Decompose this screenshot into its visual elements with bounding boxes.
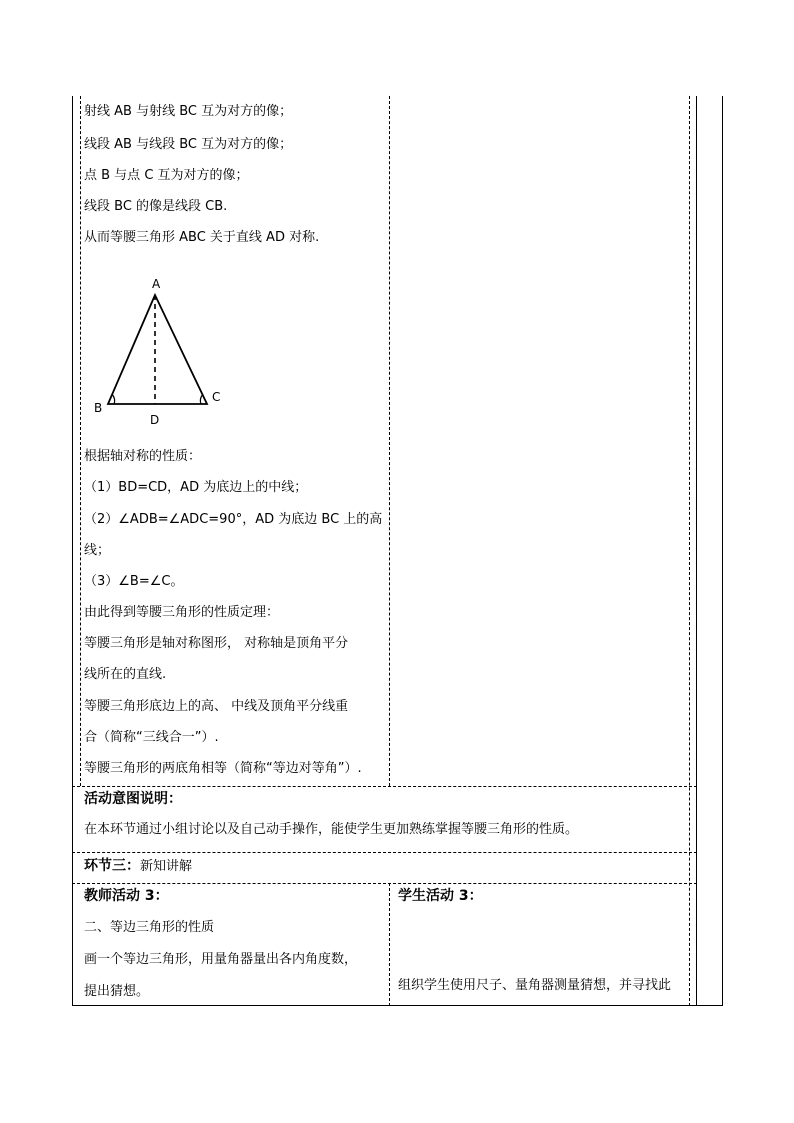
vertex-label-b: B: [94, 401, 103, 415]
teacher-line: 二、等边三角形的性质: [84, 920, 215, 935]
text-line: 线所在的直线.: [84, 667, 167, 682]
intent-text: 在本环节通过小组讨论以及自己动手操作，能使学生更加熟练掌握等腰三角形的性质。: [84, 822, 579, 837]
step-label: 环节三：: [84, 858, 140, 874]
teacher-line: 提出猜想。: [84, 984, 150, 999]
text-line: （3）∠B=∠C。: [84, 574, 184, 589]
text-line: （2）∠ADB=∠ADC=90°，AD 为底边 BC 上的高: [84, 512, 383, 527]
text-line: 射线 AB 与射线 BC 互为对方的像；: [84, 104, 293, 119]
text-line: 等腰三角形是轴对称图形， 对称轴是顶角平分: [84, 636, 349, 651]
intent-title: 活动意图说明：: [84, 791, 182, 807]
triangle-abc: [108, 295, 207, 404]
row-divider-activities: [72, 883, 697, 884]
text-line: （1）BD=CD，AD 为底边上的中线；: [84, 480, 308, 495]
row-divider-step: [72, 852, 697, 853]
row-divider-intent: [72, 786, 697, 787]
table-left-border: [72, 96, 73, 1006]
step-text: 新知讲解: [140, 859, 193, 874]
text-line: 合（简称“三线合一”）.: [84, 730, 219, 745]
text-line: 根据轴对称的性质：: [84, 449, 202, 464]
right-margin-column-line: [696, 96, 697, 1006]
teacher-line: 画一个等边三角形，用量角器量出各内角度数，: [84, 952, 358, 967]
text-line: 点 B 与点 C 互为对方的像；: [84, 168, 249, 183]
column-divider-upper: [389, 96, 390, 786]
step-heading: [84, 858, 192, 875]
vertex-label-a: A: [152, 277, 161, 291]
foot-label-d: D: [150, 413, 160, 427]
text-line: 线；: [84, 543, 111, 558]
text-line: 等腰三角形的两底角相等（简称“等边对等角”）.: [84, 761, 362, 776]
isosceles-triangle-figure: [84, 272, 234, 432]
student-activity-title: 学生活动 3：: [398, 888, 483, 904]
text-line: 从而等腰三角形 ABC 关于直线 AD 对称.: [84, 230, 320, 245]
teacher-activity-title: 教师活动 3：: [84, 888, 169, 904]
angle-mark-c: [200, 394, 203, 404]
student-line: 组织学生使用尺子、量角器测量猜想，并寻找此: [398, 978, 672, 993]
text-line: 由此得到等腰三角形的性质定理：: [84, 605, 280, 620]
text-line: 线段 AB 与线段 BC 互为对方的像；: [84, 137, 293, 152]
table-bottom-border: [72, 1005, 723, 1006]
right-inner-dashed-line: [689, 96, 690, 1006]
table-right-border: [722, 96, 723, 1006]
text-line: 等腰三角形底边上的高、 中线及顶角平分线重: [84, 699, 349, 714]
text-line: 线段 BC 的像是线段 CB.: [84, 199, 228, 214]
angle-mark-b: [112, 394, 115, 404]
left-inner-dashed-line: [80, 96, 81, 786]
column-divider-lower: [389, 883, 390, 1006]
vertex-label-c: C: [212, 390, 221, 404]
